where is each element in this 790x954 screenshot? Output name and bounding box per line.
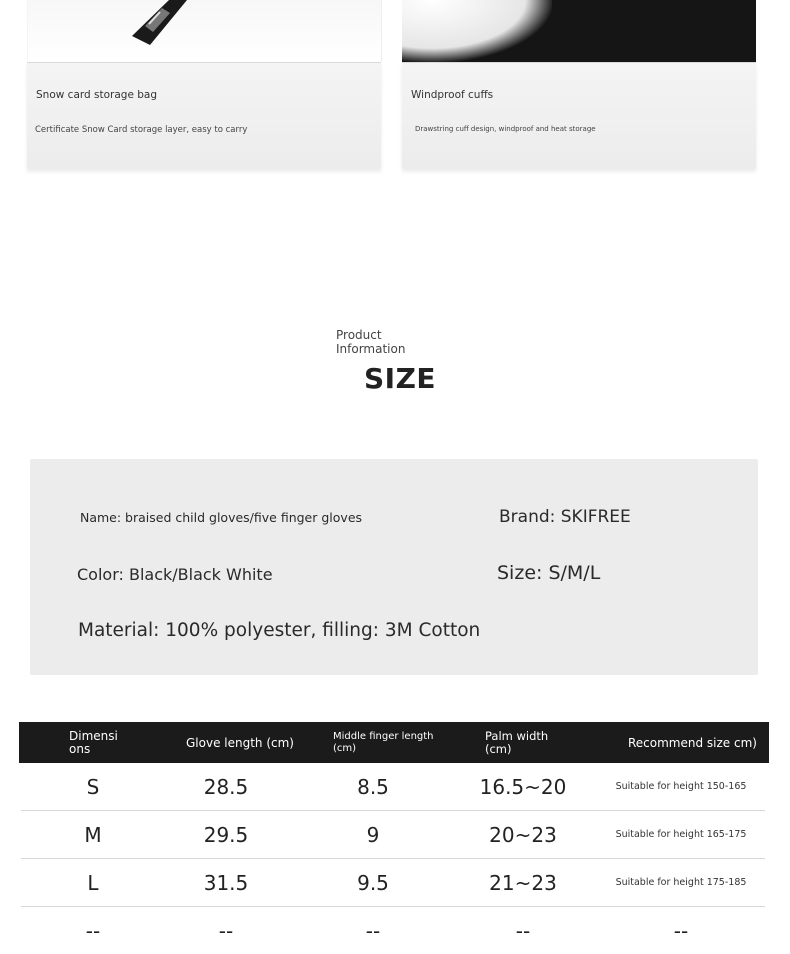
feature-caption [402, 62, 756, 169]
product-photo [27, 0, 382, 62]
size-table [19, 722, 769, 954]
finger-length-cell: 8.5 [357, 774, 389, 799]
finger-length-cell: 9.5 [357, 870, 389, 895]
header-recommend-size: Recommend size cm) [628, 735, 757, 750]
size-cell: M [84, 822, 102, 847]
palm-width-cell: -- [515, 918, 531, 943]
product-color: Color: Black/Black White [77, 565, 273, 584]
product-brand: Brand: SKIFREE [499, 507, 631, 527]
header-palm-width: Palm width (cm) [485, 728, 549, 756]
recommend-cell: Suitable for height 150-165 [615, 781, 747, 792]
feature-caption [27, 62, 381, 169]
header-middle-finger-length: Middle finger length (cm) [333, 730, 434, 754]
header-dimensions: Dimensi ons [69, 728, 118, 756]
palm-width-cell: 20~23 [489, 822, 557, 847]
product-name: Name: braised child gloves/five finger gloves [80, 510, 363, 525]
palm-width-cell: 16.5~20 [479, 774, 567, 799]
recommend-cell: Suitable for height 165-175 [615, 829, 747, 840]
size-cell: S [86, 774, 100, 799]
table-row [21, 811, 765, 859]
fabric-highlight [402, 0, 552, 62]
feature-description: Drawstring cuff design, windproof and heat storage [415, 125, 596, 133]
finger-length-cell: -- [365, 918, 381, 943]
feature-title: Windproof cuffs [411, 89, 494, 101]
section-subtitle: Product Information [336, 328, 406, 356]
table-header [19, 722, 769, 763]
finger-length-cell: 9 [366, 822, 380, 847]
table-row [21, 907, 765, 954]
palm-width-cell: 21~23 [489, 870, 557, 895]
size-cell: -- [85, 918, 101, 943]
table-row [21, 859, 765, 907]
product-size: Size: S/M/L [497, 562, 601, 584]
feature-card-storage-bag [27, 0, 381, 175]
product-photo [402, 0, 756, 62]
table-row [21, 763, 765, 811]
feature-card-windproof-cuffs [402, 0, 756, 175]
glove-length-cell: -- [218, 918, 234, 943]
size-cell: L [87, 870, 99, 895]
glove-length-cell: 28.5 [203, 774, 249, 799]
feature-description: Certificate Snow Card storage layer, easy to carry [35, 125, 248, 135]
header-glove-length: Glove length (cm) [186, 735, 294, 750]
product-material: Material: 100% polyester, filling: 3M Cotton [78, 620, 481, 641]
glove-length-cell: 31.5 [203, 870, 249, 895]
product-info-panel [30, 459, 758, 675]
zipper-pull-icon [27, 0, 381, 62]
recommend-cell: Suitable for height 175-185 [615, 877, 747, 888]
recommend-cell: -- [673, 918, 689, 943]
feature-title: Snow card storage bag [36, 89, 158, 101]
glove-length-cell: 29.5 [203, 822, 249, 847]
section-title: SIZE [364, 362, 437, 395]
